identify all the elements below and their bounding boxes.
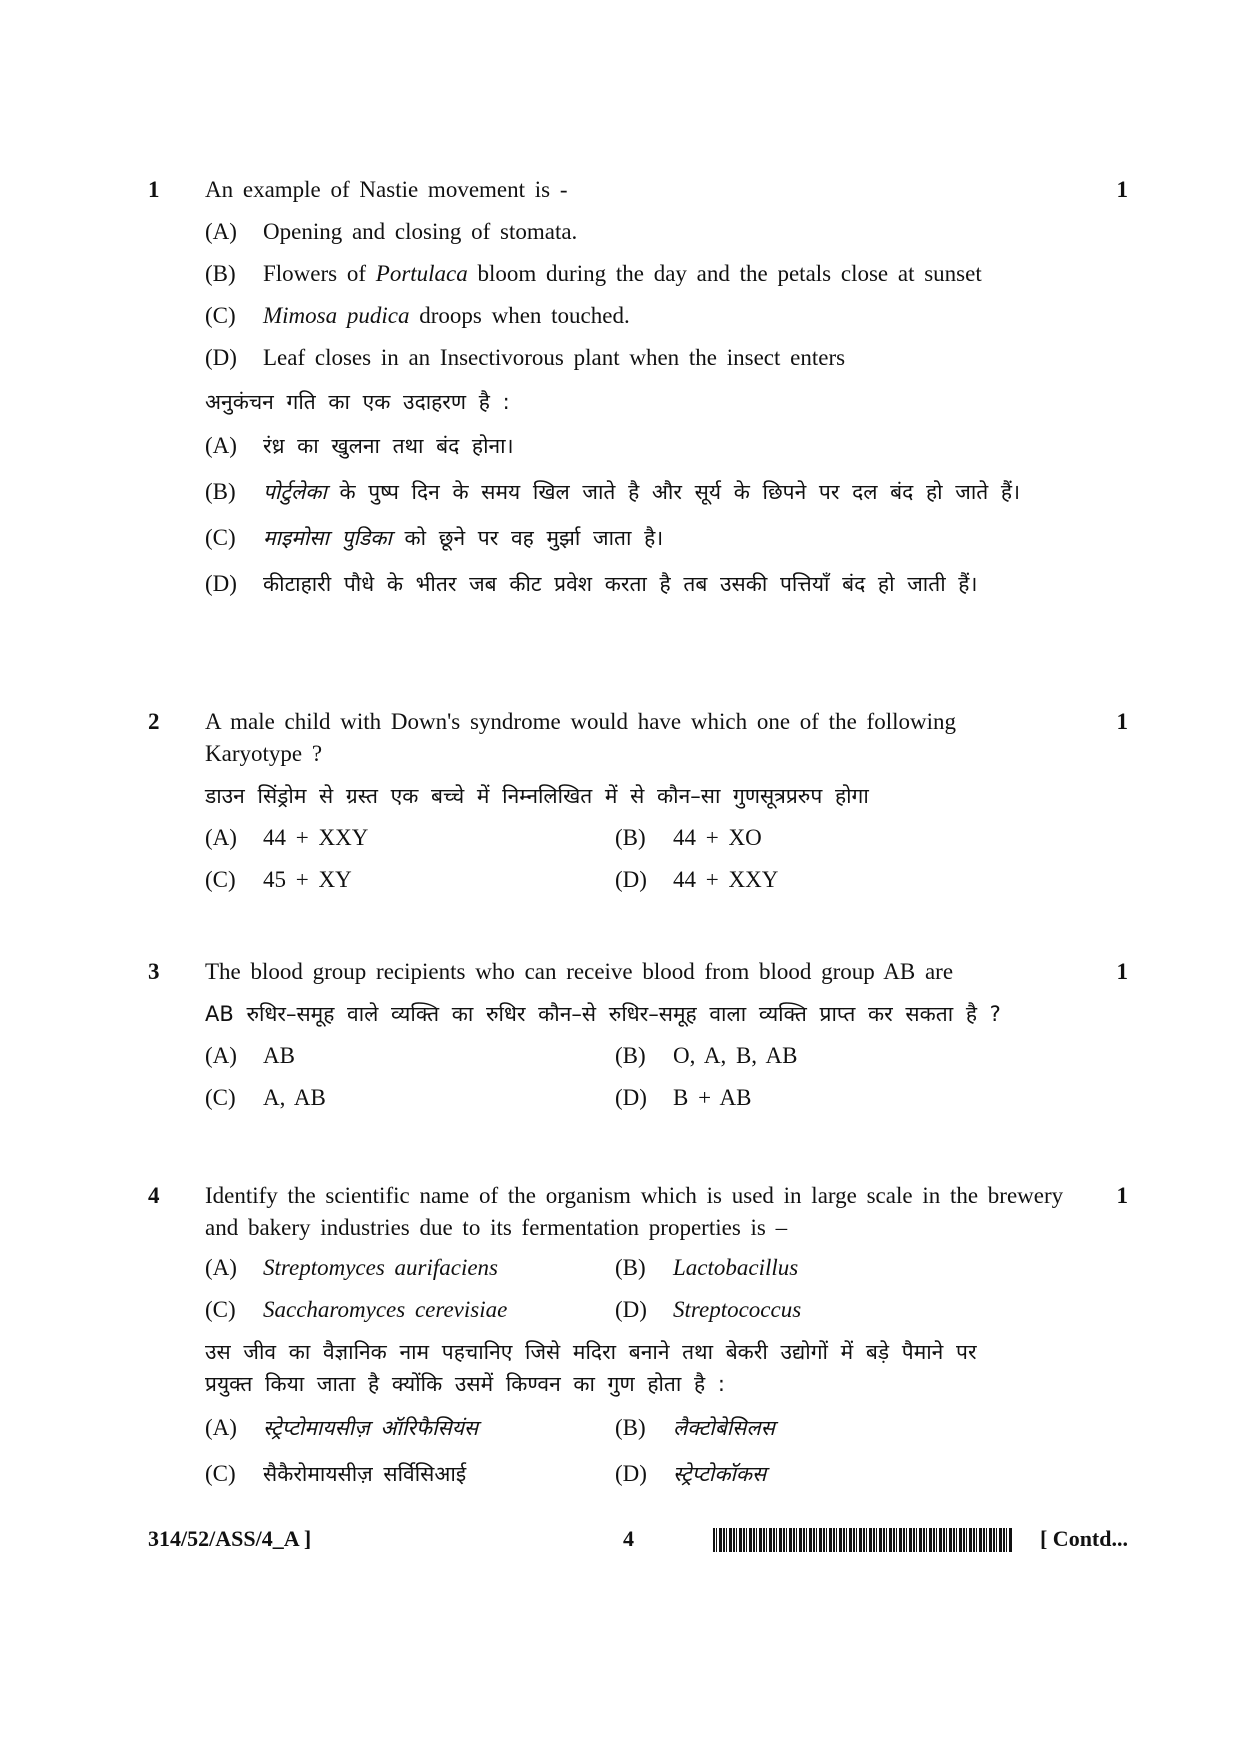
option-d-en [205, 342, 1128, 374]
option-d-hi [615, 1458, 1025, 1490]
option-text [263, 476, 1043, 508]
option-c-hi [205, 1458, 615, 1490]
question-text-en: An example of Nastie movement is - [205, 177, 568, 202]
option-label: (C) [205, 1085, 236, 1110]
option-label: (D) [615, 1297, 647, 1322]
option-text: सैकैरोमायसीज़ सर्विसिआई [263, 1462, 467, 1486]
option-b [615, 822, 1025, 854]
option-b-hi [205, 476, 1128, 508]
option-text-post: को छूने पर वह मुर्झा जाता है। [404, 526, 664, 550]
question-text-en: A male child with Down's syndrome would have which one of the following Karyotype ? [205, 709, 956, 766]
option-text: 45 + XY [263, 867, 352, 892]
option-text-italic: Mimosa pudica [263, 303, 410, 328]
option-a-en [205, 216, 1128, 248]
option-label: (B) [615, 1415, 646, 1440]
option-label: (A) [205, 433, 237, 458]
option-label: (C) [205, 303, 236, 328]
question-marks: 1 [1116, 959, 1128, 984]
option-label: (B) [615, 1255, 646, 1280]
question-text-hi: डाउन सिंड्रोम से ग्रस्त एक बच्चे में निम्नलिखित में से कौन–सा गुणसूत्रप्ररुप होगा [205, 784, 869, 808]
option-d [615, 1082, 1025, 1114]
option-text: Opening and closing of stomata. [263, 219, 578, 244]
question-text-en: The blood group recipients who can receive blood from blood group AB are [205, 959, 954, 984]
option-c-hi [205, 522, 1128, 554]
option-b [615, 1040, 1025, 1072]
option-text: Lactobacillus [673, 1255, 799, 1280]
option-text: कीटाहारी पौधे के भीतर जब कीट प्रवेश करता है तब उसकी पत्तियाँ बंद हो जाती हैं। [263, 572, 978, 596]
question-text-hi: उस जीव का वैज्ञानिक नाम पहचानिए जिसे मदिरा बनाने तथा बेकरी उद्योगों में बड़े पैमाने पर प्रयुक्त किया जाता है क्योंकि उसमें किण्वन का गुण होता है : [205, 1340, 977, 1396]
option-text: स्ट्रेप्टोमायसीज़ ऑरिफैसियंस [263, 1416, 479, 1440]
question-text-hi: AB रुधिर–समूह वाले व्यक्ति का रुधिर कौन–से रुधिर–समूह वाला व्यक्ति प्राप्त कर सकता है ? [205, 1002, 1001, 1026]
option-b-en [615, 1252, 1025, 1284]
question-4 [148, 1180, 1128, 1490]
option-text: Leaf closes in an Insectivorous plant when the insect enters [263, 345, 846, 370]
option-c [205, 1082, 615, 1114]
option-b-en [205, 258, 1128, 290]
option-label: (D) [615, 867, 647, 892]
option-a-en [205, 1252, 615, 1284]
question-4-header [148, 1180, 1128, 1244]
option-text-post: के पुष्प दिन के समय खिल जाते है और सूर्य के छिपने पर दल बंद हो जाते हैं। [339, 480, 1021, 504]
paper-code: 314/52/ASS/4_A ] [148, 1526, 312, 1551]
question-2-header [148, 706, 1128, 770]
question-1-header [148, 174, 1128, 206]
option-b-hi [615, 1412, 1025, 1444]
options-grid-hi [205, 1412, 1128, 1490]
barcode [713, 1528, 1013, 1552]
option-d-hi [205, 568, 1128, 600]
option-label: (B) [615, 825, 646, 850]
question-2 [148, 706, 1128, 896]
options-grid [205, 822, 1128, 896]
option-label: (A) [205, 1255, 237, 1280]
question-marks: 1 [1116, 709, 1128, 734]
options-grid [205, 1040, 1128, 1114]
question-text-en: Identify the scientific name of the organism which is used in large scale in the brewery and bakery industries due to its fermentation properties is – [205, 1183, 1064, 1240]
option-text: स्ट्रेप्टोकॉकस [673, 1462, 767, 1486]
option-text: लैक्टोबेसिलस [673, 1416, 775, 1440]
option-text [263, 258, 1128, 290]
option-text: 44 + XXY [263, 825, 369, 850]
option-d-en [615, 1294, 1025, 1326]
option-a-hi [205, 430, 1128, 462]
question-number: 3 [148, 959, 160, 984]
option-text-post: bloom during the day and the petals close at sunset [477, 261, 982, 286]
option-c [205, 864, 615, 896]
option-a [205, 822, 615, 854]
option-label: (B) [615, 1043, 646, 1068]
page-footer [148, 1522, 1128, 1558]
option-label: (A) [205, 1043, 237, 1068]
question-3 [148, 956, 1128, 1114]
option-text-pre: Flowers of [263, 261, 367, 286]
option-label: (C) [205, 867, 236, 892]
question-text-hi: अनुकंचन गति का एक उदाहरण है : [205, 390, 510, 414]
option-text: 44 + XO [673, 825, 762, 850]
option-text: रंध्र का खुलना तथा बंद होना। [263, 434, 514, 458]
option-c-en [205, 300, 1128, 332]
option-text-italic: Portulaca [375, 261, 468, 286]
question-1 [148, 174, 1128, 600]
question-number: 4 [148, 1183, 160, 1208]
option-text [263, 522, 1128, 554]
option-text: Streptomyces aurifaciens [263, 1255, 499, 1280]
option-text-italic: पोर्टुलेका [263, 480, 327, 504]
page-number: 4 [623, 1526, 634, 1551]
option-label: (B) [205, 261, 236, 286]
option-text: O, A, B, AB [673, 1043, 798, 1068]
option-text-italic: माइमोसा पुडिका [263, 526, 392, 550]
question-marks: 1 [1116, 1183, 1128, 1208]
option-label: (D) [205, 345, 237, 370]
option-d [615, 864, 1025, 896]
option-c-en [205, 1294, 615, 1326]
option-label: (A) [205, 219, 237, 244]
question-marks: 1 [1116, 177, 1128, 202]
option-label: (C) [205, 1297, 236, 1322]
option-text-post: droops when touched. [419, 303, 630, 328]
option-label: (D) [615, 1085, 647, 1110]
option-text: A, AB [263, 1085, 326, 1110]
option-a-hi [205, 1412, 615, 1444]
option-label: (C) [205, 1461, 236, 1486]
question-number: 1 [148, 177, 160, 202]
option-label: (A) [205, 825, 237, 850]
question-3-header [148, 956, 1128, 988]
option-label: (C) [205, 525, 236, 550]
continued-label: [ Contd... [1039, 1526, 1128, 1551]
option-text: B + AB [673, 1085, 752, 1110]
option-text [263, 300, 1128, 332]
option-label: (A) [205, 1415, 237, 1440]
option-text: Saccharomyces cerevisiae [263, 1297, 508, 1322]
option-label: (B) [205, 479, 236, 504]
option-text: Streptococcus [673, 1297, 802, 1322]
options-grid-en [205, 1252, 1128, 1326]
option-a [205, 1040, 615, 1072]
option-text: AB [263, 1043, 295, 1068]
option-text: 44 + XXY [673, 867, 779, 892]
option-label: (D) [615, 1461, 647, 1486]
option-label: (D) [205, 571, 237, 596]
question-number: 2 [148, 709, 160, 734]
